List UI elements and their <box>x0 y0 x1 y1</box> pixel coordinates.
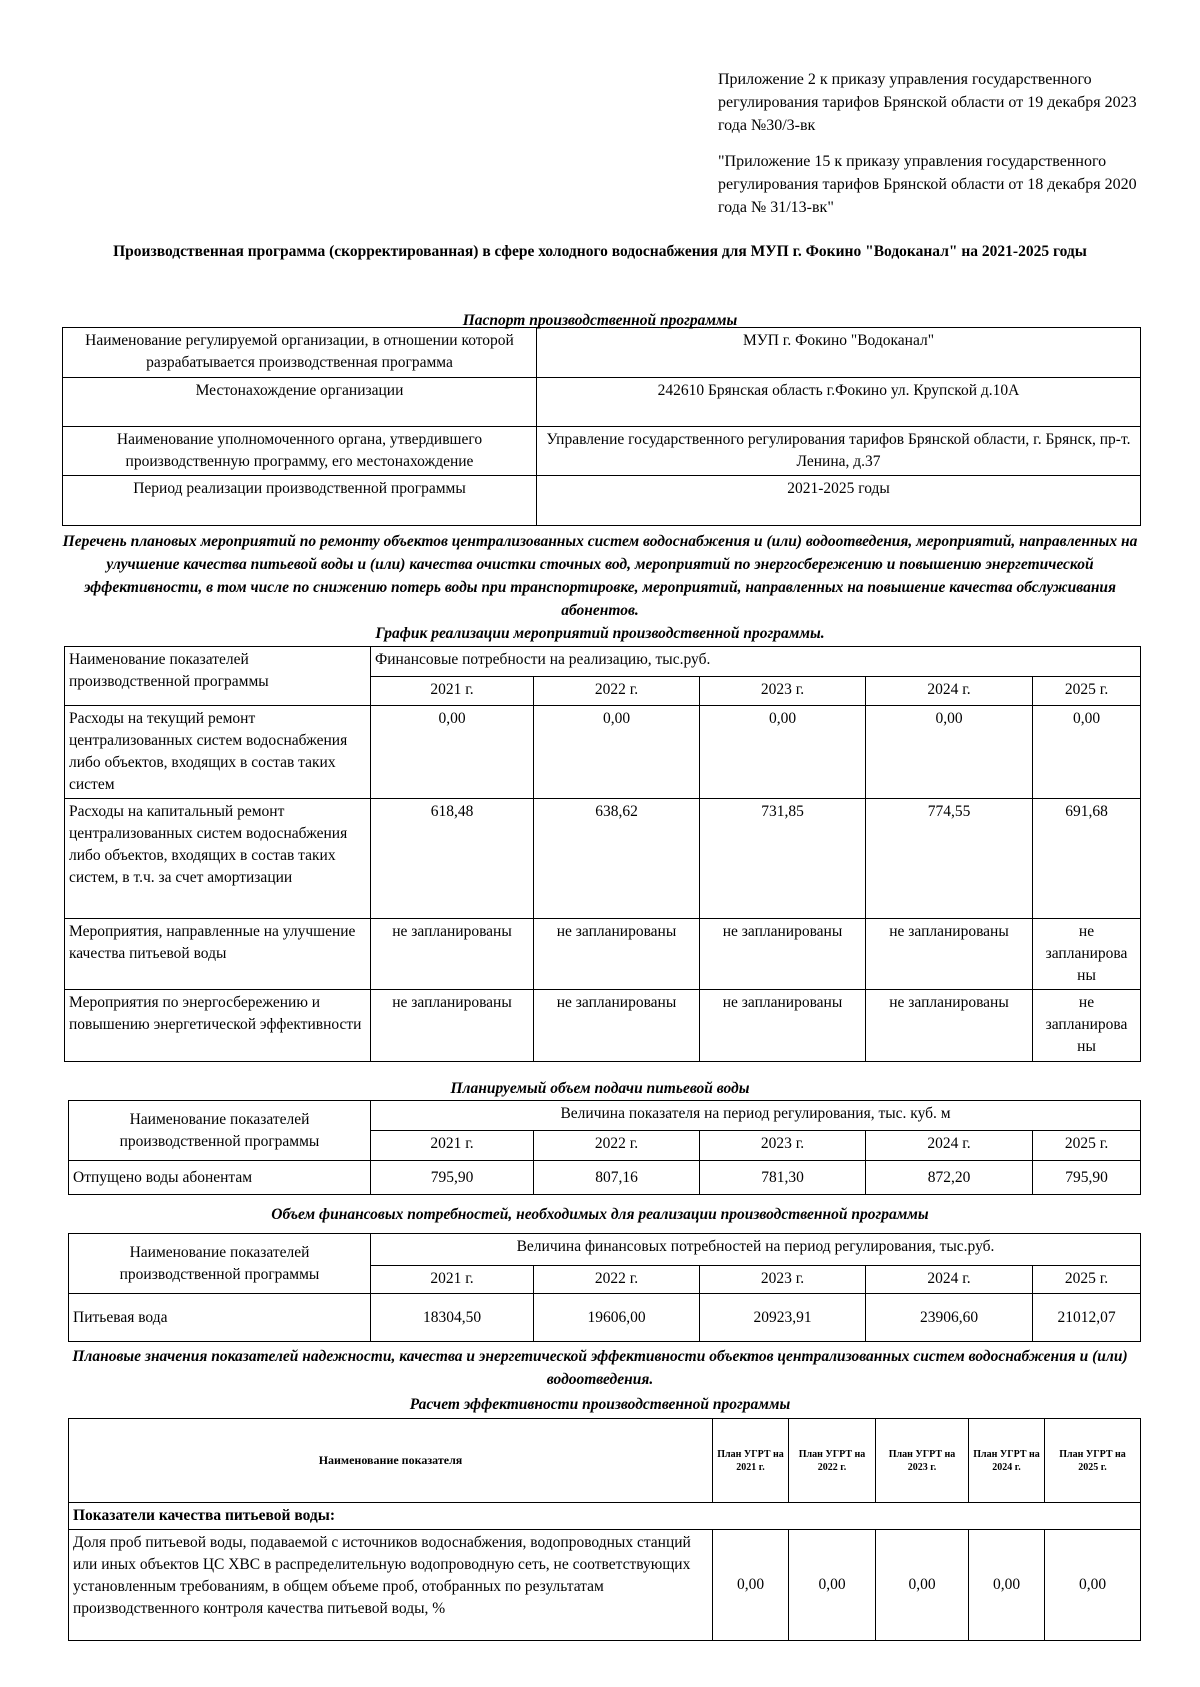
year-header: 2021 г. <box>371 677 534 706</box>
indicators-col-name: Наименование показателя <box>69 1419 713 1503</box>
plan-header: План УГРТ на 2022 г. <box>789 1419 876 1503</box>
value-cell: 0,00 <box>866 706 1033 799</box>
passport-label: Местонахождение организации <box>63 378 537 427</box>
measures-table <box>64 646 1141 1062</box>
measures-col-name: Наименование показателей производственной программы <box>65 647 371 706</box>
value-cell: 21012,07 <box>1033 1294 1141 1342</box>
row-name: Мероприятия, направленные на улучшение качества питьевой воды <box>65 919 371 990</box>
value-cell: 0,00 <box>371 706 534 799</box>
value-cell: 0,00 <box>1033 706 1141 799</box>
value-cell: не запланированы <box>371 990 534 1062</box>
value-cell: 774,55 <box>866 799 1033 919</box>
value-cell: 795,90 <box>1033 1161 1141 1195</box>
value-cell: 807,16 <box>534 1161 700 1195</box>
value-cell: не запланированы <box>700 990 866 1062</box>
indicators-table <box>68 1418 1141 1641</box>
year-header: 2023 г. <box>700 1266 866 1294</box>
value-cell: не запланированы <box>534 990 700 1062</box>
appendix-line-1: Приложение 2 к приказу управления государственного регулирования тарифов Брянской области от 19 декабря 2023 года №30/3-вк <box>718 71 1137 134</box>
passport-label: Наименование уполномоченного органа, утвердившего производственную программу, его местонахождение <box>63 427 537 476</box>
finance-table <box>68 1233 1141 1342</box>
value-cell: 23906,60 <box>866 1294 1033 1342</box>
year-header: 2023 г. <box>700 677 866 706</box>
passport-heading: Паспорт производственной программы <box>462 312 738 329</box>
row-name: Доля проб питьевой воды, подаваемой с источников водоснабжения, водопроводных станций или иных объектов ЦС ХВС в распределительную водопроводную сеть, не соответствующих установленным требованиям, в общем объеме проб, отобранных по результатам производственного контроля качества питьевой воды, % <box>69 1530 713 1641</box>
passport-label: Наименование регулируемой организации, в отношении которой разрабатывается производственная программа <box>63 328 537 378</box>
passport-value: МУП г. Фокино "Водоканал" <box>537 328 1141 378</box>
table-row <box>65 706 1141 799</box>
passport-value: 2021-2025 годы <box>537 476 1141 526</box>
value-cell: 0,00 <box>789 1530 876 1641</box>
value-cell: 638,62 <box>534 799 700 919</box>
year-header: 2024 г. <box>866 1131 1033 1161</box>
finance-col-name: Наименование показателей производственной программы <box>69 1234 371 1294</box>
year-header: 2025 г. <box>1033 677 1141 706</box>
passport-row <box>63 378 1141 427</box>
appendix-line-2: "Приложение 15 к приказу управления государственного регулирования тарифов Брянской области от 18 декабря 2020 года № 31/13-вк" <box>718 153 1137 216</box>
document-title: Производственная программа (скорректированная) в сфере холодного водоснабжения для МУП г. Фокино "Водоканал" на 2021-2025 годы <box>113 243 1087 260</box>
value-cell: не запланированы <box>866 990 1033 1062</box>
year-header: 2022 г. <box>534 677 700 706</box>
value-cell: 18304,50 <box>371 1294 534 1342</box>
value-cell: 0,00 <box>969 1530 1045 1641</box>
value-cell: 781,30 <box>700 1161 866 1195</box>
row-name: Расходы на капитальный ремонт централизованных систем водоснабжения либо объектов, входящих в состав таких систем, в т.ч. за счет амортизации <box>65 799 371 919</box>
table-row <box>65 990 1141 1062</box>
value-cell: 19606,00 <box>534 1294 700 1342</box>
value-cell: 731,85 <box>700 799 866 919</box>
indicators-group: Показатели качества питьевой воды: <box>69 1503 1141 1530</box>
passport-row <box>63 427 1141 476</box>
passport-value: Управление государственного регулирования тарифов Брянской области, г. Брянск, пр-т. Ленина, д.37 <box>537 427 1141 476</box>
volume-col-name: Наименование показателей производственной программы <box>69 1101 371 1161</box>
value-cell: не запланирова ны <box>1033 919 1141 990</box>
year-header: 2021 г. <box>371 1131 534 1161</box>
indicators-subheading: Расчет эффективности производственной программы <box>409 1396 791 1413</box>
volume-heading: Планируемый объем подачи питьевой воды <box>450 1080 750 1097</box>
finance-col-group: Величина финансовых потребностей на период регулирования, тыс.руб. <box>371 1234 1141 1266</box>
year-header: 2025 г. <box>1033 1266 1141 1294</box>
year-header: 2025 г. <box>1033 1131 1141 1161</box>
row-name: Мероприятия по энергосбережению и повышению энергетической эффективности <box>65 990 371 1062</box>
value-cell: 0,00 <box>713 1530 789 1641</box>
passport-row <box>63 476 1141 526</box>
row-name: Отпущено воды абонентам <box>69 1161 371 1195</box>
year-header: 2021 г. <box>371 1266 534 1294</box>
table-row <box>65 919 1141 990</box>
plan-header: План УГРТ на 2023 г. <box>876 1419 969 1503</box>
value-cell: не запланированы <box>371 919 534 990</box>
value-cell: не запланированы <box>866 919 1033 990</box>
year-header: 2024 г. <box>866 1266 1033 1294</box>
year-header: 2023 г. <box>700 1131 866 1161</box>
table-row <box>69 1530 1141 1641</box>
measures-heading: Перечень плановых мероприятий по ремонту объектов централизованных систем водоснабжения и (или) водоотведения, мероприятий, направленных на улучшение качества питьевой воды и (или) качества очистки сточных вод, мероприятий по энергосбережению и повышению энергетической эффективности, в том числе по снижению потерь воды при транспортировке, мероприятий, направленных на повышение качества обслуживания абонентов. <box>62 533 1138 619</box>
value-cell: 0,00 <box>534 706 700 799</box>
passport-value: 242610 Брянская область г.Фокино ул. Крупской д.10А <box>537 378 1141 427</box>
measures-col-group: Финансовые потребности на реализацию, тыс.руб. <box>371 647 1141 677</box>
table-row <box>65 799 1141 919</box>
row-name: Питьевая вода <box>69 1294 371 1342</box>
value-cell: 872,20 <box>866 1161 1033 1195</box>
table-row <box>69 1161 1141 1195</box>
year-header: 2024 г. <box>866 677 1033 706</box>
value-cell: 618,48 <box>371 799 534 919</box>
value-cell: не запланированы <box>534 919 700 990</box>
value-cell: не запланированы <box>700 919 866 990</box>
row-name: Расходы на текущий ремонт централизованных систем водоснабжения либо объектов, входящих в состав таких систем <box>65 706 371 799</box>
value-cell: не запланирова ны <box>1033 990 1141 1062</box>
plan-header: План УГРТ на 2025 г. <box>1045 1419 1141 1503</box>
plan-header: План УГРТ на 2024 г. <box>969 1419 1045 1503</box>
value-cell: 0,00 <box>700 706 866 799</box>
value-cell: 0,00 <box>876 1530 969 1641</box>
value-cell: 0,00 <box>1045 1530 1141 1641</box>
value-cell: 795,90 <box>371 1161 534 1195</box>
measures-subheading: График реализации мероприятий производственной программы. <box>375 625 825 642</box>
volume-table <box>68 1100 1141 1195</box>
plan-header: План УГРТ на 2021 г. <box>713 1419 789 1503</box>
year-header: 2022 г. <box>534 1131 700 1161</box>
passport-row <box>63 328 1141 378</box>
passport-label: Период реализации производственной программы <box>63 476 537 526</box>
value-cell: 691,68 <box>1033 799 1141 919</box>
passport-table <box>62 327 1141 526</box>
value-cell: 20923,91 <box>700 1294 866 1342</box>
table-row <box>69 1294 1141 1342</box>
finance-heading: Объем финансовых потребностей, необходимых для реализации производственной программы <box>271 1206 929 1223</box>
appendix-note <box>718 68 1138 232</box>
volume-col-group: Величина показателя на период регулирования, тыс. куб. м <box>371 1101 1141 1131</box>
year-header: 2022 г. <box>534 1266 700 1294</box>
indicators-heading: Плановые значения показателей надежности, качества и энергетической эффективности объектов централизованных систем водоснабжения и (или) водоотведения. <box>72 1348 1128 1388</box>
